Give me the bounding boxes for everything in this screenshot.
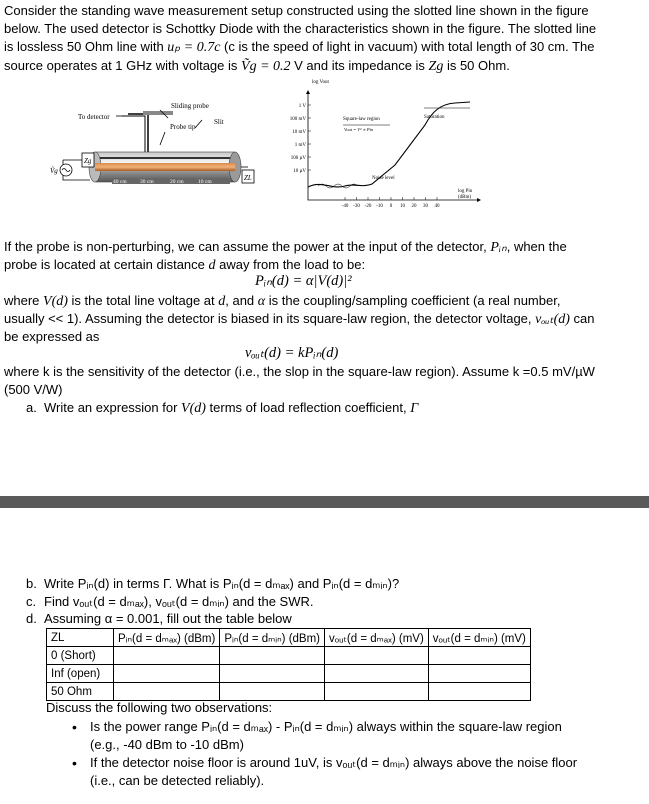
cell[interactable] [428, 683, 530, 701]
para2-line-3: where V(d) is the total line voltage at d, and α is the coupling/sampling coefficient (a real number, [4, 293, 561, 309]
sliding-probe-label: Sliding probe [171, 102, 209, 110]
table-row [47, 647, 531, 665]
x-axis-label: log Pin [458, 189, 473, 194]
cell[interactable] [428, 647, 530, 665]
vg-label: Ṽg [50, 167, 58, 175]
cell[interactable] [428, 665, 530, 683]
y-tick-label: 1 V [298, 104, 306, 109]
cell[interactable] [114, 683, 220, 701]
y-tick-label: 100 mV [289, 117, 306, 122]
x-tick-label: 30 [423, 204, 428, 209]
para2-line-2: probe is located at certain distance d away from the load to be: [4, 257, 366, 273]
table-header-row [47, 629, 531, 647]
y-tick-label: 100 µV [290, 156, 306, 161]
header-vout-max: vₒᵤₜ(d = dₘₐₓ) (mV) [325, 629, 429, 647]
detector-response-curve [308, 102, 470, 187]
y-tick-label: 1 mV [294, 143, 306, 148]
x-tick-label: -20 [364, 204, 372, 209]
noise-level-label: Noise level [372, 176, 395, 181]
para2-line-5: be expressed as [4, 329, 100, 344]
row-zl: 0 (Short) [47, 647, 114, 665]
bullet-icon: • [72, 719, 77, 735]
x-tick-label: 10 [400, 204, 405, 209]
square-law-equation: Vout = V² ∝ Pin [344, 127, 374, 132]
square-law-label: Square-law region [343, 117, 380, 122]
cell[interactable] [325, 665, 429, 683]
zg-label: Zg [84, 157, 92, 165]
para2-line-4: usually << 1). Assuming the detector is biased in its square-law region, the detector voltage, vₒᵤₜ(d) can [4, 311, 595, 327]
equation-vout: vₒᵤₜ(d) = kPᵢₙ(d) [245, 345, 339, 361]
x-tick-label: -30 [353, 204, 360, 209]
question-c: c. Find vₒᵤₜ(d = dₘₐₓ), vₒᵤₜ(d = dₘᵢₙ) and the SWR. [26, 594, 314, 609]
probe-carriage [143, 111, 173, 115]
intro-line-1: Consider the standing wave measurement setup constructed using the slotted line shown in the figure [4, 3, 589, 18]
x-tick-label: -10 [376, 204, 383, 209]
para2-line-6: where k is the sensitivity of the detector (i.e., the slop in the square-law region). Assume k =0.5 mV/µW [4, 364, 595, 379]
question-d: d. Assuming α = 0.001, fill out the table below [26, 611, 292, 626]
y-tick-label: 10 µV [293, 169, 306, 174]
section-separator [0, 496, 649, 508]
header-vout-min: vₒᵤₜ(d = dₘᵢₙ) (mV) [428, 629, 530, 647]
discuss-bullet-1: • Is the power range Pᵢₙ(d = dₘₐₓ) - Pᵢₙ(d = dₘᵢₙ) always within the square-law region (e.g., -40 dBm to -10 dBm) [72, 719, 562, 752]
slit-label: Slit [214, 118, 224, 126]
y-axis-label: log Vout [312, 80, 329, 85]
question-b: b. Write Pᵢₙ(d) in terms Γ. What is Pᵢₙ(d = dₘₐₓ) and Pᵢₙ(d = dₘᵢₙ)? [26, 576, 400, 591]
x-tick-label: -40 [341, 204, 349, 209]
header-pin-max: Pᵢₙ(d = dₘₐₓ) (dBm) [114, 629, 220, 647]
bullet-icon: • [72, 755, 77, 771]
intro-line-2: below. The used detector is Schottky Diode with the characteristics shown in the figure. The slotted line [4, 21, 597, 36]
intro-line-3: is lossless 50 Ohm line with uₚ = 0.7c (c is the speed of light in vacuum) with total length of 30 cm. The [4, 39, 595, 55]
saturation-label: Saturation [424, 115, 445, 120]
question-a: a. Write an expression for V(d) terms of load reflection coefficient, Γ [26, 400, 419, 416]
row-zl: Inf (open) [47, 665, 114, 683]
header-pin-min: Pᵢₙ(d = dₘᵢₙ) (dBm) [220, 629, 325, 647]
intro-line-4: source operates at 1 GHz with voltage is Ṽg = 0.2 V and its impedance is Zg is 50 Ohm. [4, 58, 510, 74]
scale-40cm: 40 cm [113, 179, 127, 185]
results-table [46, 628, 531, 701]
scale-10cm: 10 cm [198, 179, 212, 185]
cell[interactable] [220, 665, 325, 683]
para2-line-1: If the probe is non-perturbing, we can assume the power at the input of the detector, Pᵢₙ, when the [4, 239, 567, 255]
table-row [47, 665, 531, 683]
to-detector-label: To detector [78, 113, 110, 121]
scale-30cm: 30 cm [140, 179, 154, 185]
probe-tip-label: Probe tip [170, 123, 196, 131]
slotted-line-figure [0, 0, 649, 230]
cell[interactable] [220, 647, 325, 665]
cell[interactable] [114, 665, 220, 683]
x-tick-label: 0 [389, 204, 393, 209]
scale-20cm: 20 cm [170, 179, 184, 185]
discuss-bullet-2: • If the detector noise floor is around 1uV, is vₒᵤₜ(d = dₘᵢₙ) always above the noise floor (i.e., can be detected reliably). [72, 755, 578, 788]
cell[interactable] [114, 647, 220, 665]
discuss-title: Discuss the following two observations: [46, 700, 273, 715]
coax-inner-conductor [95, 163, 235, 171]
cell[interactable] [220, 683, 325, 701]
para2-line-7: (500 V/W) [4, 382, 63, 397]
row-zl: 50 Ohm [47, 683, 114, 701]
table-row [47, 683, 531, 701]
cell[interactable] [325, 647, 429, 665]
y-tick-label: 10 mV [292, 130, 306, 135]
x-tick-label: 20 [411, 204, 417, 209]
zl-label: ZL [244, 174, 252, 182]
cell[interactable] [325, 683, 429, 701]
noise-level-wiggle [318, 184, 358, 188]
x-axis-unit: (dBm) [458, 195, 472, 200]
equation-pin: Pᵢₙ(d) = α|V(d)|² [255, 273, 352, 289]
x-tick-label: 40 [434, 204, 440, 209]
header-zl: ZL [47, 629, 114, 647]
detector-characteristic-chart [290, 80, 481, 209]
